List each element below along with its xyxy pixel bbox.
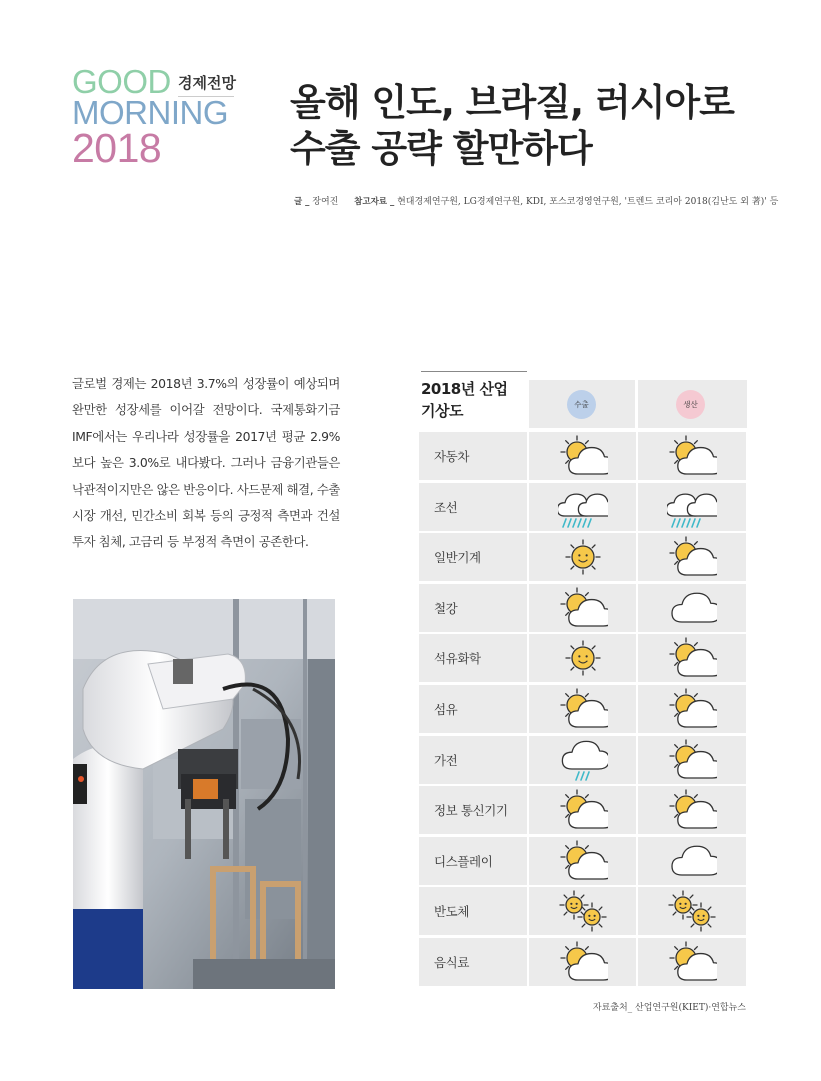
intro-paragraph: 글로벌 경제는 2018년 3.7%의 성장률이 예상되며 완만한 성장세를 이어갈 전망이다. 국제통화기금 IMF에서는 우리나라 성장률을 2017년 평균 2.9%보다 높은 3.0%로 내다봤다. 그러나 금융기관들은 낙관적이지만은 않은 반응이다. 사드문제 해결, 수출시장 개선, 민간소비 회복 등의 긍정적 측면과 건설투자 침체, 고금리 등 부정적 측면이 공존한다. bbox=[72, 376, 340, 550]
industry-name: 가전 bbox=[434, 752, 458, 768]
rain-icon bbox=[558, 739, 608, 781]
table-row bbox=[419, 634, 747, 682]
industry-cell bbox=[419, 634, 527, 682]
column-header-export bbox=[529, 380, 635, 428]
produce-forecast-cell bbox=[638, 685, 746, 733]
sun-behind-cloud-icon bbox=[558, 789, 608, 831]
export-forecast-cell bbox=[529, 685, 636, 733]
produce-forecast-cell bbox=[638, 786, 746, 834]
produce-forecast-cell bbox=[638, 938, 746, 986]
sun-behind-cloud-icon bbox=[667, 435, 717, 477]
writer-name: 장여진 bbox=[312, 197, 339, 207]
industry-name: 석유화학 bbox=[434, 651, 481, 667]
logo-morning: MORNING bbox=[72, 94, 228, 131]
industry-name: 섬유 bbox=[434, 702, 458, 717]
industry-cell bbox=[419, 685, 527, 733]
produce-forecast-cell bbox=[638, 432, 746, 480]
table-row bbox=[419, 584, 747, 632]
industry-cell bbox=[419, 483, 527, 531]
logo-good: GOOD bbox=[72, 63, 171, 100]
industry-name: 철강 bbox=[434, 600, 458, 616]
sun-behind-cloud-icon bbox=[667, 739, 717, 781]
sun-behind-cloud-icon bbox=[558, 688, 608, 730]
sun-behind-cloud-icon bbox=[667, 688, 717, 730]
industry-cell bbox=[419, 533, 527, 581]
produce-forecast-cell bbox=[638, 634, 746, 682]
sun-behind-cloud-icon bbox=[558, 587, 608, 629]
export-forecast-cell bbox=[529, 432, 636, 480]
sunny-icon bbox=[558, 536, 608, 578]
double-sunny-icon bbox=[558, 890, 608, 932]
industry-name: 디스플레이 bbox=[434, 853, 493, 869]
industry-name: 자동차 bbox=[434, 449, 470, 464]
industry-cell bbox=[419, 584, 527, 632]
industry-cell bbox=[419, 938, 527, 986]
export-forecast-cell bbox=[529, 584, 636, 632]
table-row bbox=[419, 938, 747, 986]
refs-label: 참고자료 _ bbox=[354, 197, 395, 207]
produce-badge: 생산 bbox=[676, 390, 705, 419]
table-row bbox=[419, 533, 747, 581]
table-row bbox=[419, 786, 747, 834]
produce-forecast-cell bbox=[638, 483, 746, 531]
table-row bbox=[419, 837, 747, 885]
export-forecast-cell bbox=[529, 887, 636, 935]
section-rule bbox=[178, 96, 234, 97]
produce-forecast-cell bbox=[638, 533, 746, 581]
industry-cell bbox=[419, 432, 527, 480]
rain-clouds-icon bbox=[667, 486, 717, 528]
writer-label: 글 _ bbox=[294, 197, 310, 207]
double-sunny-icon bbox=[667, 890, 717, 932]
sun-behind-cloud-icon bbox=[558, 435, 608, 477]
cloudy-icon bbox=[667, 840, 717, 882]
industry-cell bbox=[419, 786, 527, 834]
sun-behind-cloud-icon bbox=[667, 637, 717, 679]
industry-cell bbox=[419, 837, 527, 885]
table-row bbox=[419, 736, 747, 784]
table-title-line-2: 기상도 bbox=[421, 402, 463, 420]
export-badge: 수출 bbox=[567, 390, 596, 419]
source-note: 자료출처_ 산업연구원(KIET)·연합뉴스 bbox=[592, 1003, 746, 1013]
sunny-icon bbox=[558, 637, 608, 679]
table-title-line-1: 2018년 산업 bbox=[421, 380, 508, 398]
industry-name: 정보 통신기기 bbox=[434, 803, 508, 819]
cloudy-icon bbox=[667, 587, 717, 629]
title-line-1: 올해 인도, 브라질, 러시아로 bbox=[290, 81, 734, 124]
refs-list: 현대경제연구원, LG경제연구원, KDI, 포스코경영연구원, '트렌드 코리아 2018(김난도 외 著)' 등 bbox=[397, 197, 779, 207]
rain-clouds-icon bbox=[558, 486, 608, 528]
industry-name: 반도체 bbox=[434, 904, 470, 920]
section-tag: 경제전망 bbox=[178, 74, 236, 92]
export-forecast-cell bbox=[529, 837, 636, 885]
export-forecast-cell bbox=[529, 634, 636, 682]
byline bbox=[294, 194, 778, 207]
export-forecast-cell bbox=[529, 736, 636, 784]
sun-behind-cloud-icon bbox=[667, 941, 717, 983]
export-forecast-cell bbox=[529, 533, 636, 581]
table-row bbox=[419, 483, 747, 531]
sun-behind-cloud-icon bbox=[558, 840, 608, 882]
table-row bbox=[419, 685, 747, 733]
industry-cell bbox=[419, 887, 527, 935]
export-forecast-cell bbox=[529, 786, 636, 834]
table-title bbox=[421, 378, 507, 422]
export-forecast-cell bbox=[529, 938, 636, 986]
table-title-rule bbox=[421, 371, 527, 372]
industry-cell bbox=[419, 736, 527, 784]
table-row bbox=[419, 432, 747, 480]
export-forecast-cell bbox=[529, 483, 636, 531]
logo-year: 2018 bbox=[72, 125, 162, 171]
sun-behind-cloud-icon bbox=[558, 941, 608, 983]
produce-forecast-cell bbox=[638, 837, 746, 885]
title-line-2: 수출 공략 할만하다 bbox=[290, 127, 592, 170]
produce-forecast-cell bbox=[638, 887, 746, 935]
robot-arm-photo bbox=[73, 599, 335, 989]
produce-forecast-cell bbox=[638, 584, 746, 632]
industry-name: 일반기계 bbox=[434, 550, 481, 566]
produce-forecast-cell bbox=[638, 736, 746, 784]
industry-name: 음식료 bbox=[434, 955, 470, 970]
industry-name: 조선 bbox=[434, 499, 458, 515]
sun-behind-cloud-icon bbox=[667, 789, 717, 831]
sun-behind-cloud-icon bbox=[667, 536, 717, 578]
column-header-produce bbox=[638, 380, 747, 428]
article-title bbox=[290, 80, 734, 172]
table-row bbox=[419, 887, 747, 935]
